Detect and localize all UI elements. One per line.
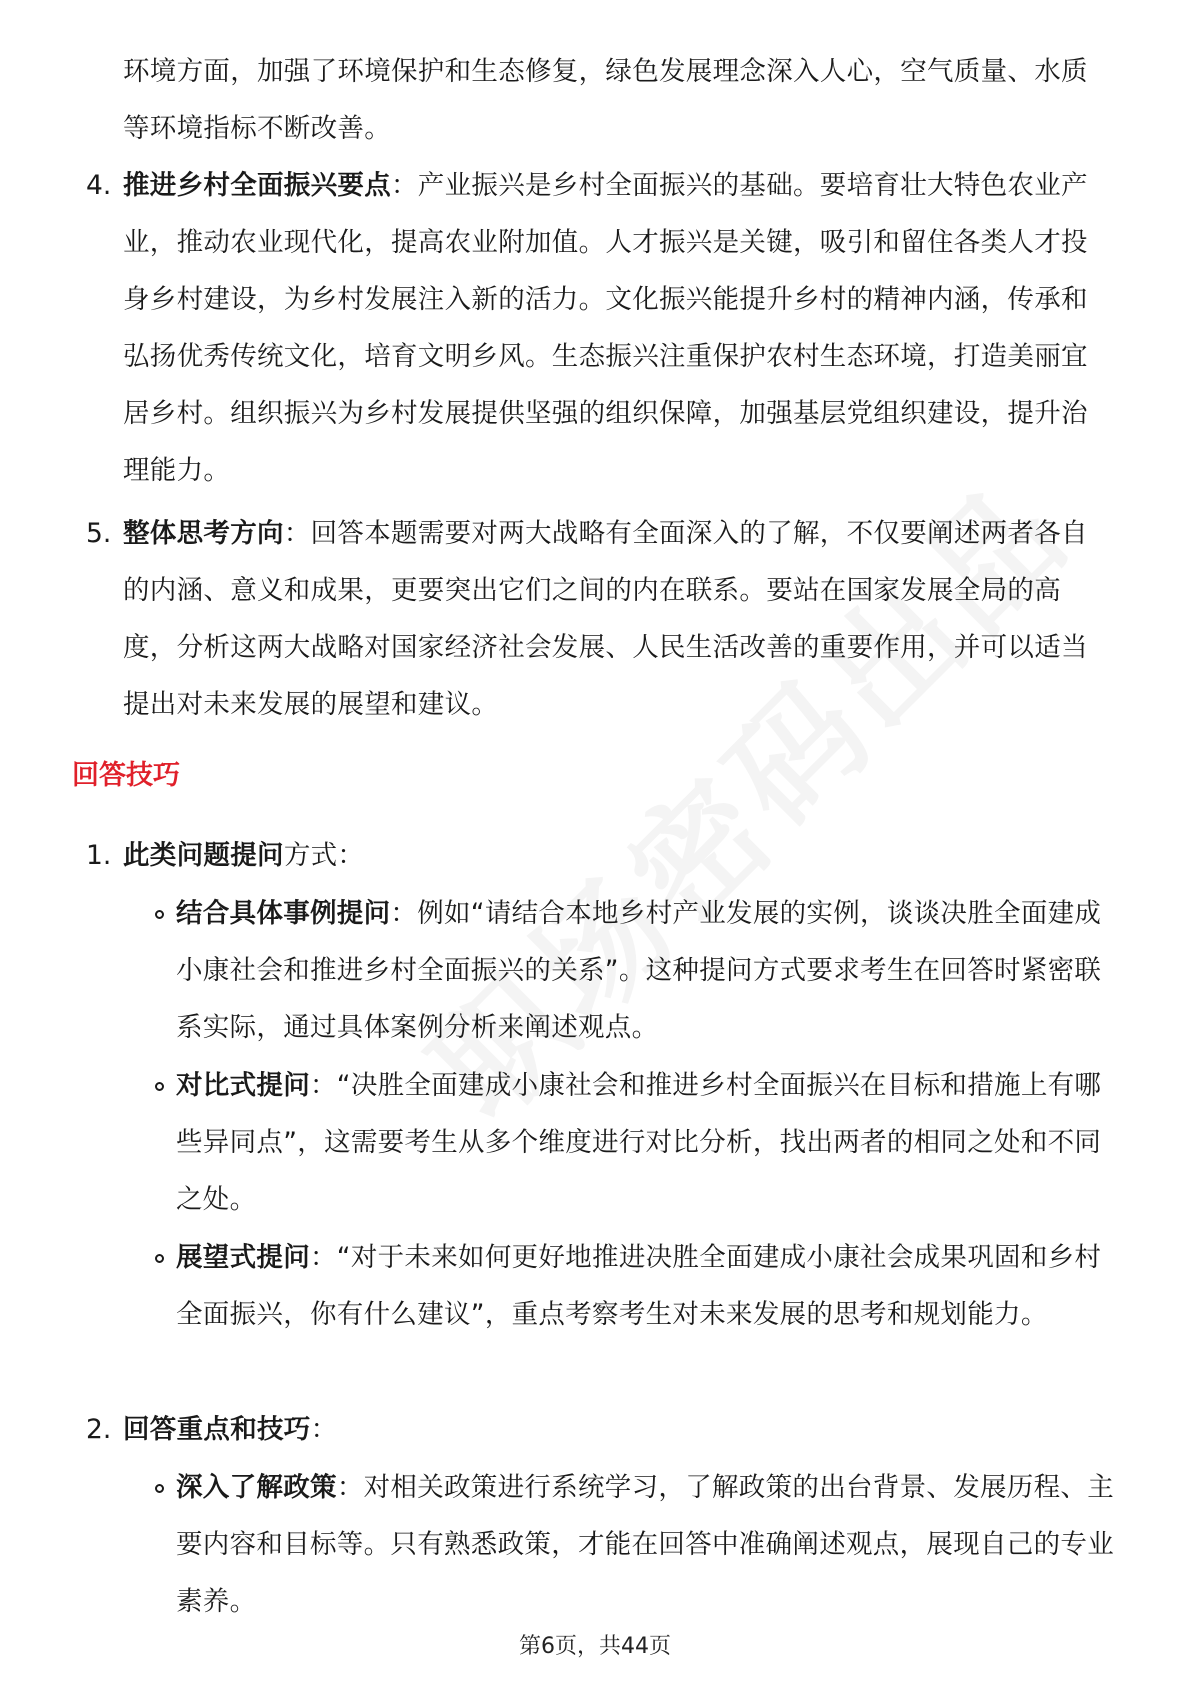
tips-item-1-title: 此类问题提问: [123, 840, 284, 871]
tips-item-2-title-rest: ：: [310, 1414, 338, 1445]
list-item-5-title: 整体思考方向: [123, 518, 284, 549]
bullet-circle: [155, 1254, 164, 1263]
tips-sub-item-title: 结合具体事例提问: [176, 898, 391, 929]
tips-number-1: 1.: [86, 840, 112, 871]
tips-item-2: [123, 1401, 1113, 1458]
tips-item-2-title: 回答重点和技巧: [123, 1414, 311, 1445]
bullet-circle: [155, 910, 164, 919]
continued-paragraph: 环境方面，加强了环境保护和生态修复，绿色发展理念深入人心，空气质量、水质等环境指标不断改善。: [123, 56, 1088, 144]
tips-sub-item-text: ：例如“请结合本地乡村产业发展的实例，谈谈决胜全面建成小康社会和推进乡村全面振兴的关系”。这种提问方式要求考生在回答时紧密联系实际，通过具体案例分析来阐述观点。: [176, 898, 1102, 1043]
tips-sub-item-text: ：“决胜全面建成小康社会和推进乡村全面振兴在目标和措施上有哪些异同点”，这需要考生从多个维度进行对比分析，找出两者的相同之处和不同之处。: [176, 1070, 1102, 1215]
list-item-5-text: ：回答本题需要对两大战略有全面深入的了解，不仅要阐述两者各自的内涵、意义和成果，更要突出它们之间的内在联系。要站在国家发展全局的高度，分析这两大战略对国家经济社会发展、人民生活改善的重要作用，并可以适当提出对未来发展的展望和建议。: [123, 518, 1088, 720]
tips-item-1-title-rest: 方式：: [283, 840, 365, 871]
list-number-5: 5.: [86, 518, 112, 549]
page-footer: 第6页，共44页: [519, 1634, 671, 1659]
list-number-4: 4.: [86, 170, 112, 201]
tips-item-1: [123, 827, 1113, 884]
list-item-5: [123, 505, 1113, 733]
list-item-4-text: ：产业振兴是乡村全面振兴的基础。要培育壮大特色农业产业，推动农业现代化，提高农业附加值。人才振兴是关键，吸引和留住各类人才投身乡村建设，为乡村发展注入新的活力。文化振兴能提升乡村的精神内涵，传承和弘扬优秀传统文化，培育文明乡风。生态振兴注重保护农村生态环境，打造美丽宜居乡村。组织振兴为乡村发展提供坚强的组织保障，加强基层党组织建设，提升治理能力。: [123, 170, 1088, 486]
tips-sub-item-title: 展望式提问: [176, 1242, 310, 1273]
tips-sub-item: [176, 1057, 1121, 1228]
tips-sub-item-text: ：对相关政策进行系统学习，了解政策的出台背景、发展历程、主要内容和目标等。只有熟悉政策，才能在回答中准确阐述观点，展现自己的专业素养。: [176, 1472, 1115, 1617]
tips-sub-item-title: 深入了解政策: [176, 1472, 337, 1503]
list-item-4: [123, 157, 1113, 499]
section-heading: 回答技巧: [72, 760, 180, 791]
tips-sub-item-text: ：“对于未来如何更好地推进决胜全面建成小康社会成果巩固和乡村全面振兴，你有什么建议”，重点考察考生对未来发展的思考和规划能力。: [176, 1242, 1102, 1330]
tips-sub-item-title: 对比式提问: [176, 1070, 310, 1101]
tips-sub-item: [176, 885, 1121, 1056]
list-item-4-title: 推进乡村全面振兴要点: [123, 170, 391, 201]
bullet-circle: [155, 1082, 164, 1091]
tips-number-2: 2.: [86, 1414, 112, 1445]
tips-sub-item: [176, 1229, 1121, 1343]
bullet-circle: [155, 1484, 164, 1493]
tips-sub-item: [176, 1459, 1121, 1630]
